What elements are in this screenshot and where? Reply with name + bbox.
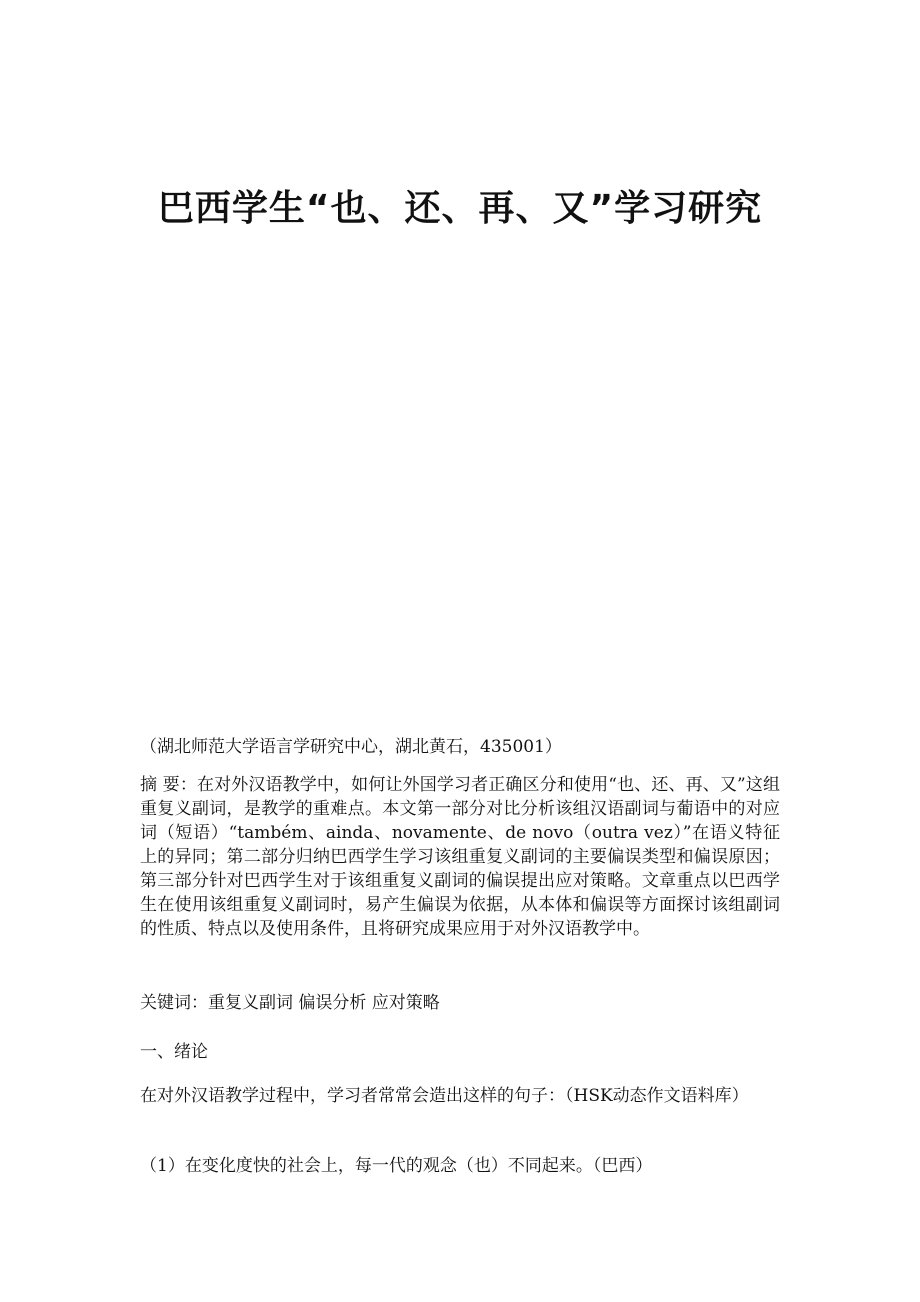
document-title: 巴西学生“也、还、再、又”学习研究 — [157, 188, 763, 229]
keywords-text: 重复义副词 偏误分析 应对策略 — [208, 993, 440, 1013]
example-sentence: （1）在变化度快的社会上，每一代的观念（也）不同起来。（巴西） — [140, 1156, 653, 1176]
abstract-text: 在对外汉语教学中，如何让外国学习者正确区分和使用“也、还、再、又”这组重复义副词，是教学的重难点。本文第一部分对比分析该组汉语副词与葡语中的对应词（短语）“também、ainda、novamente、de novo（outra vez）”在语义特征上的异同；第二部分归纳巴西学生学习该组重复义副词的主要偏误类型和偏误原因；第三部分针对巴西学生对于该组重复义副词的偏误提出应对策略。文章重点以巴西学生在使用该组重复义副词时，易产生偏误为依据，从本体和偏误等方面探讨该组副词的性质、特点以及使用条件，且将研究成果应用于对外汉语教学中。 — [140, 775, 780, 939]
abstract-label: 摘 要： — [140, 775, 197, 795]
abstract — [140, 773, 780, 941]
keywords — [140, 991, 780, 1015]
intro-paragraph: 在对外汉语教学过程中，学习者常常会造出这样的句子：（HSK动态作文语料库） — [140, 1086, 749, 1106]
affiliation: （湖北师范大学语言学研究中心，湖北黄石，435001） — [140, 737, 562, 757]
section-heading: 一、绪论 — [140, 1042, 208, 1062]
keywords-label: 关键词： — [140, 993, 208, 1013]
